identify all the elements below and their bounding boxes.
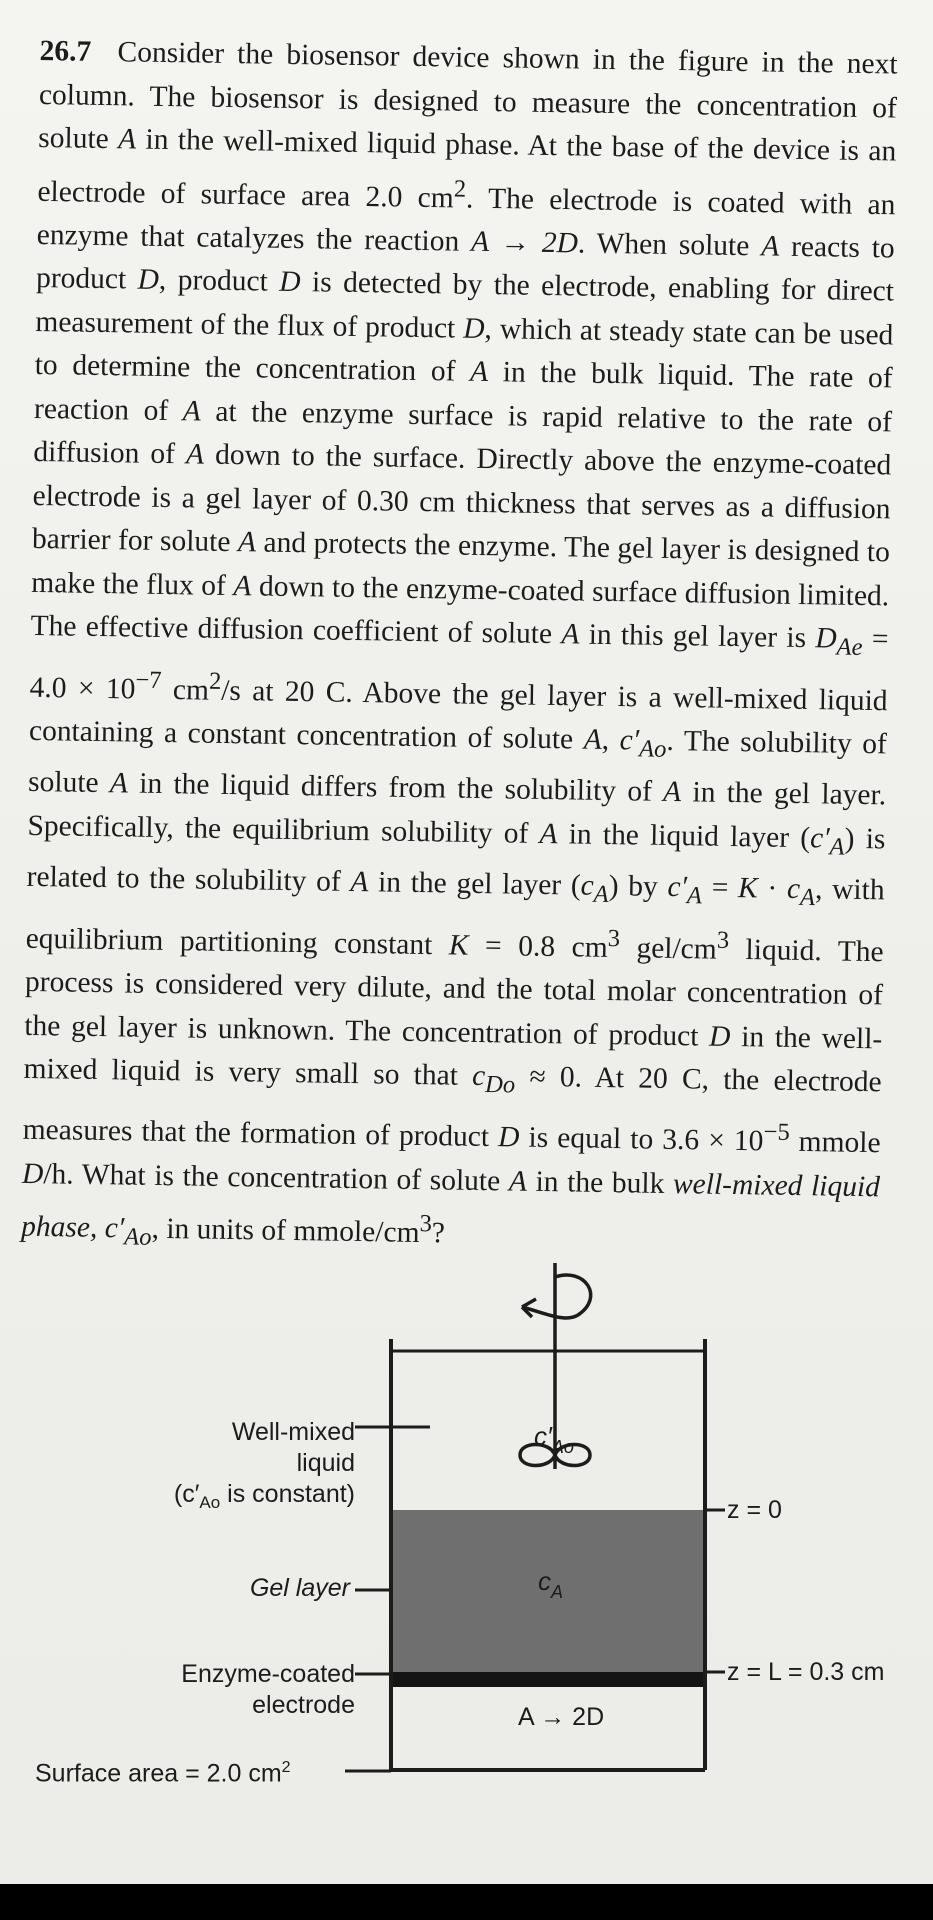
z0-label: z = 0 <box>727 1496 782 1524</box>
problem-paragraph: 26.7 Consider the biosensor device shown in the figure in the next column. The biosensor is designed to measure the concentration of solute A in the well-mixed liquid phase. At the base of the device is an electrode of surface area 2.0 $cm^2$. The electrode is coated with an enzyme that catalyzes the reaction A → 2D. When solute A reacts to product D, product D is detected by the electrode, enabling for direct measurement of the flux of product D, which at steady state can be used to determine the concentration of A in the bulk liquid. The rate of reaction of A at the enzyme surface is rapid relative to the rate of diffusion of A down to the surface. Directly above the enzyme-coated electrode is a gel layer of 0.30 cm thickness that serves as a diffusion barrier for solute A and protects the enzyme. The gel layer is designed to make the flux of A down to the enzyme-coated surface diffusion limited. The effective diffusion coefficient of solute A in this gel layer is $D_{Ae} = 4.0 \times 10^{-7}$ $cm^2/s$ at 20 C. Above the gel layer is a well-mixed liquid containing a constant concentration of solute A, $c'_{Ao}$. The solubility of solute A in the liquid differs from the solubility of A in the gel layer. Specifically, the equilibrium solubility of A in the liquid layer $(c'_A)$ is related to the solubility of A in the gel layer $(c_A)$ by $c'_A = K \cdot c_A$, with equilibrium partitioning constant K = 0.8 $cm^3$ gel/$cm^3$ liquid. The process is considered very dilute, and the total molar concentration of the gel layer is unknown. The concentration of product D in the well-mixed liquid is very small so that $c_{Do} \approx 0$. At 20 C, the electrode measures that the formation of product D is equal to $3.6 \times 10^{-5}$ mmole D/h. What is the concentration of solute A in the bulk well-mixed liquid phase, $c'_{Ao}$, in units of mmole/$cm^3$? <box>20 34 898 1251</box>
constant-conc-note: ($c'_{Ao}$ is constant) <box>173 1480 355 1512</box>
bulk-conc-label: $c'_{Ao}$ <box>534 1421 574 1457</box>
zL-label: z = L = 0.3 cm <box>727 1658 885 1686</box>
biosensor-figure <box>0 1215 933 1790</box>
diffusivity-symbol: $D_{Ae}$ <box>815 622 863 662</box>
problem-26-7-text <box>21 30 898 1271</box>
liquid-label: Well-mixed liquid <box>231 1418 355 1477</box>
electrode-reaction-label: A → 2D <box>518 1703 605 1731</box>
gel-conc-label: $c_A$ <box>538 1566 564 1602</box>
reaction-text: A → 2D <box>470 225 579 260</box>
surface-area-label: Surface area = 2.0 $cm^2$ <box>35 1759 291 1788</box>
problem-number: 26.7 <box>39 34 92 68</box>
gel-layer-label: Gel layer <box>249 1574 350 1602</box>
enzyme-coated-electrode <box>393 1672 703 1687</box>
bottom-black-bar <box>0 1884 933 1920</box>
electrode-label: Enzyme-coated electrode <box>181 1660 355 1719</box>
partition-equation: $c'_A = K \cdot c_A$ <box>667 871 816 912</box>
bulk-conc-symbol: $c'_{Ao}$ <box>619 724 667 763</box>
